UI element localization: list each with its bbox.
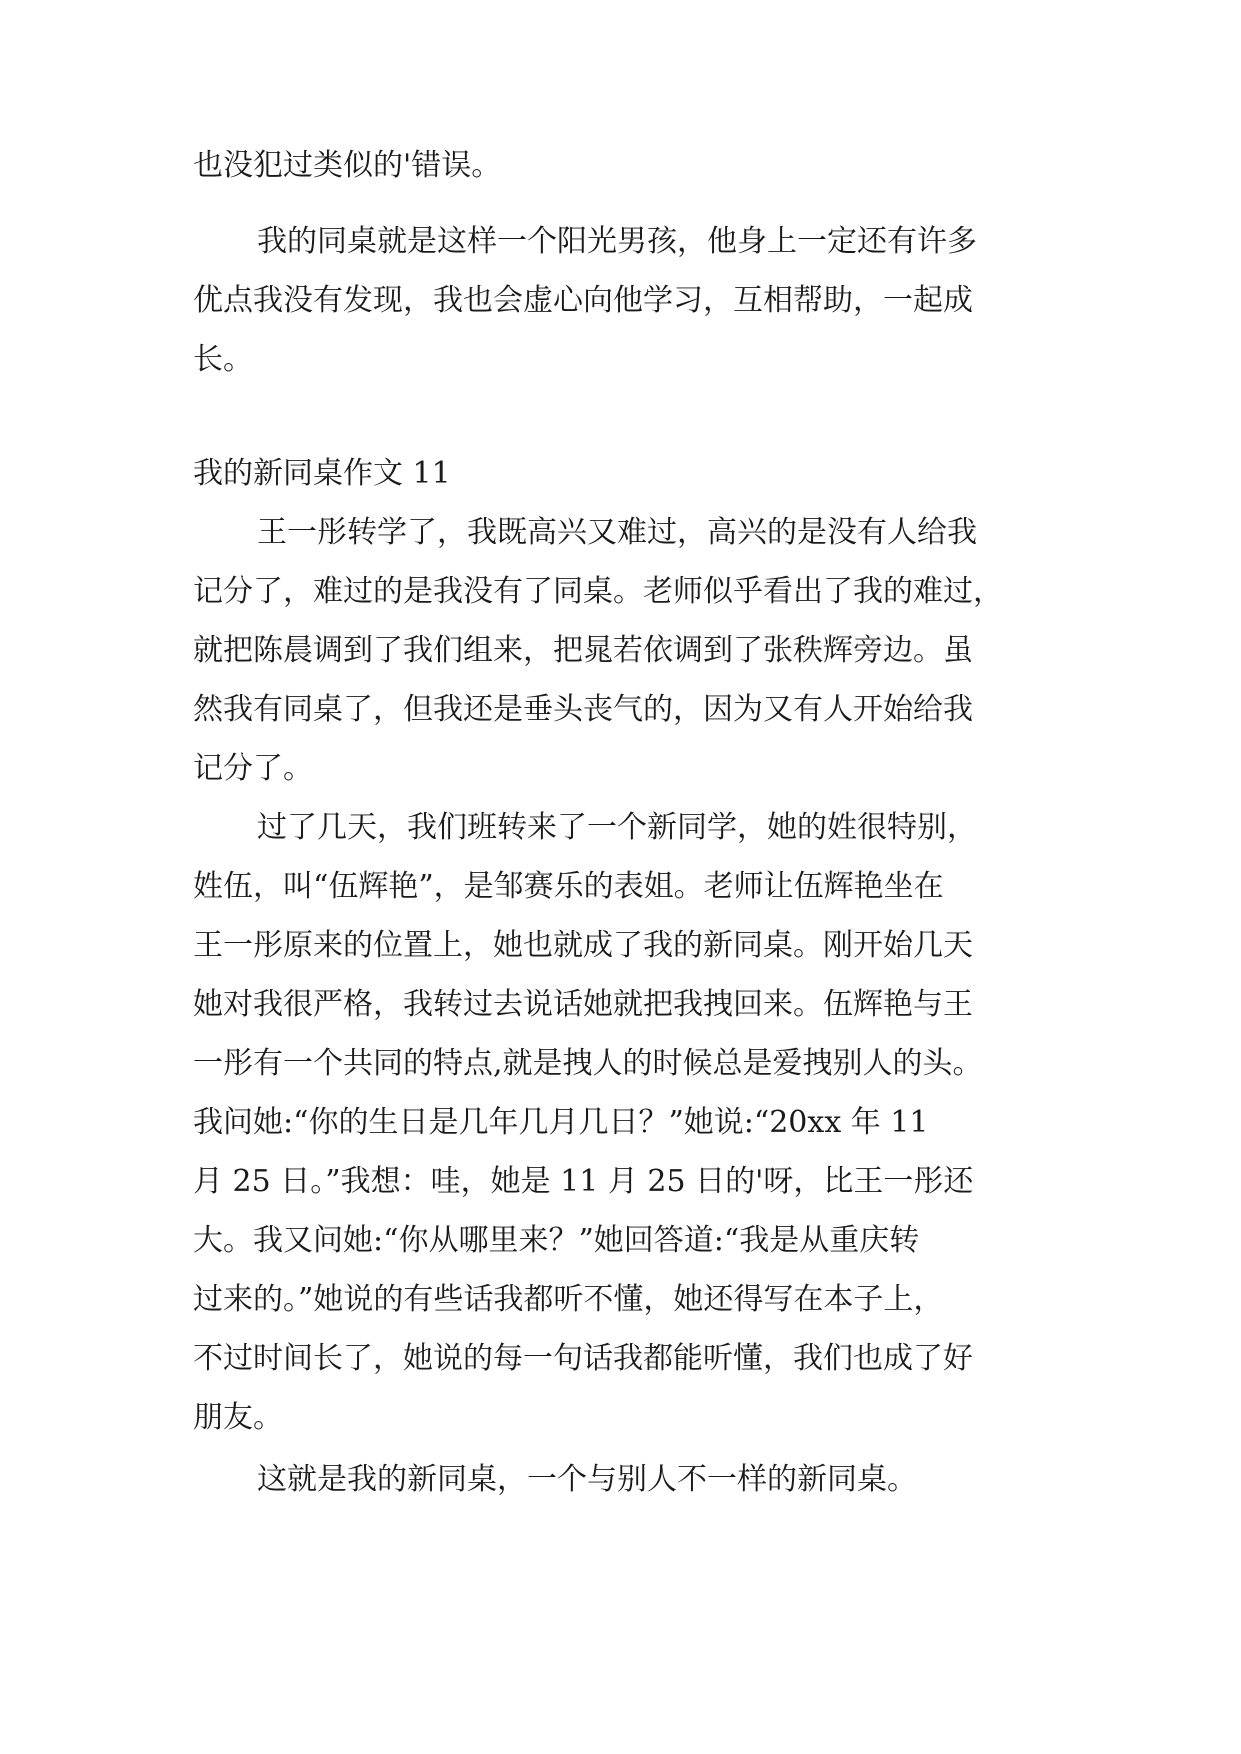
text-line: 朋友。 <box>193 1400 283 1435</box>
text-line: 不过时间长了，她说的每一句话我都能听懂，我们也成了好 <box>193 1341 973 1376</box>
text-line: 姓伍，叫“伍辉艳”，是邹赛乐的表姐。老师让伍辉艳坐在 <box>193 869 944 904</box>
text-line: 我的同桌就是这样一个阳光男孩，他身上一定还有许多 <box>257 224 977 259</box>
text-line: 王一彤转学了，我既高兴又难过，高兴的是没有人给我 <box>257 515 977 550</box>
text-line: 长。 <box>193 342 253 377</box>
text-line: 记分了，难过的是我没有了同桌。老师似乎看出了我的难过， <box>193 574 1003 609</box>
text-line: 她对我很严格，我转过去说话她就把我拽回来。伍辉艳与王 <box>193 987 973 1022</box>
text-line: 一彤有一个共同的特点,就是拽人的时候总是爱拽别人的头。 <box>193 1046 983 1081</box>
text-line: 就把陈晨调到了我们组来，把晁若依调到了张秩辉旁边。虽 <box>193 633 973 668</box>
text-line: 也没犯过类似的'错误。 <box>193 148 502 183</box>
text-line: 然我有同桌了，但我还是垂头丧气的，因为又有人开始给我 <box>193 692 973 727</box>
text-line: 过了几天，我们班转来了一个新同学，她的姓很特别， <box>257 810 977 845</box>
text-line: 月 25 日。”我想：哇，她是 11 月 25 日的'呀，比王一彤还 <box>193 1164 974 1199</box>
text-line: 优点我没有发现，我也会虚心向他学习，互相帮助，一起成 <box>193 283 973 318</box>
text-line: 过来的。”她说的有些话我都听不懂，她还得写在本子上， <box>193 1282 944 1317</box>
text-line: 大。我又问她:“你从哪里来？”她回答道:“我是从重庆转 <box>193 1223 920 1258</box>
text-line: 我问她:“你的生日是几年几月几日？”她说:“20xx 年 11 <box>193 1105 929 1140</box>
text-line: 记分了。 <box>193 751 313 786</box>
section-heading: 我的新同桌作文 11 <box>193 456 451 491</box>
text-line: 这就是我的新同桌，一个与别人不一样的新同桌。 <box>257 1462 917 1497</box>
text-line: 王一彤原来的位置上，她也就成了我的新同桌。刚开始几天 <box>193 928 973 963</box>
